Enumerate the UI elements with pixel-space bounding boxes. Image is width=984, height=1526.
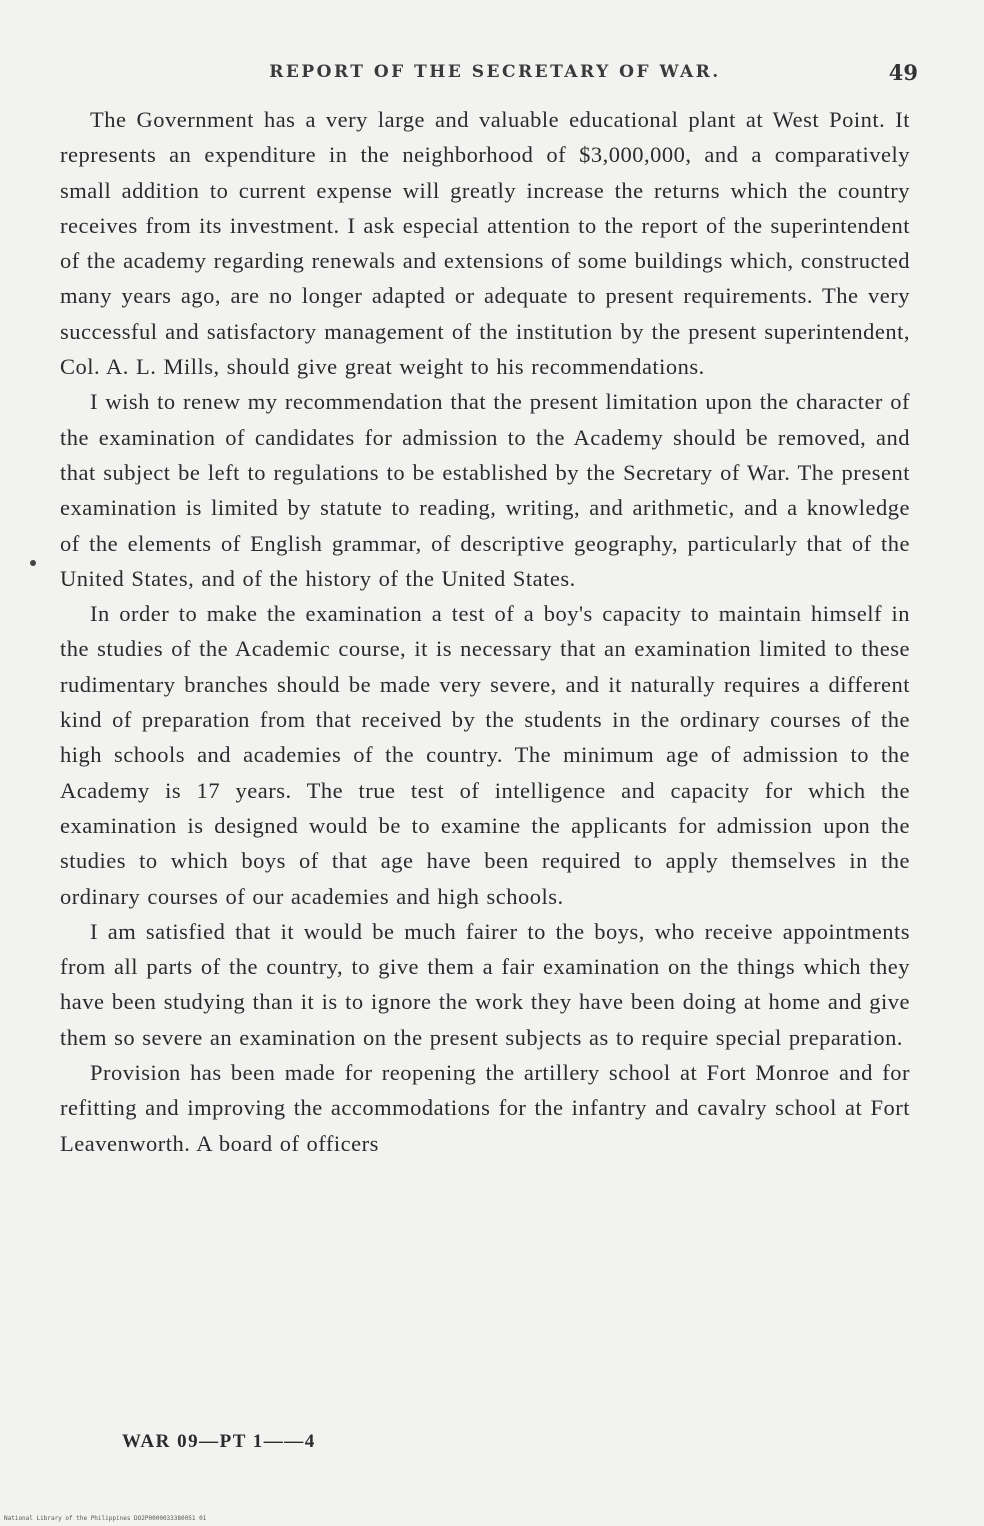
signature-line: WAR 09—PT 1——4: [122, 1431, 316, 1452]
running-head: [60, 62, 930, 90]
running-title: REPORT OF THE SECRETARY OF WAR.: [269, 62, 721, 82]
body-text: [60, 102, 910, 1161]
page-number: 49: [888, 60, 918, 85]
paragraph-1: The Government has a very large and valuable educational plant at West Point. It represents an expenditure in the neighborhood of $3,000,000, and a comparatively small addition to current expense will greatly increase the returns which the country receives from its investment. I ask especial attention to the report of the superintendent of the academy regarding renewals and extensions of some buildings which, constructed many years ago, are no longer adapted or adequate to present requirements. The very successful and satisfactory management of the institution by the present superintendent, Col. A. L. Mills, should give great weight to his recommendations.: [60, 107, 910, 380]
paragraph-4: I am satisfied that it would be much fairer to the boys, who receive appointments from all parts of the country, to give them a fair examination on the things which they have been studying than it is to ignore the work they have been doing at home and give them so severe an examination on the present subjects as to require special preparation.: [60, 918, 910, 1050]
paragraph-5: Provision has been made for reopening the artillery school at Fort Monroe and for refitting and improving the accommodations for the infantry and cavalry school at Fort Leavenworth. A board of officers: [60, 1060, 910, 1156]
paragraph-3: In order to make the examination a test of a boy's capacity to maintain himself in the studies of the Academic course, it is necessary that an examination limited to these rudimentary branches should be made very severe, and it naturally requires a different kind of preparation from that received by the students in the ordinary courses of the high schools and academies of the country. The minimum age of admission to the Academy is 17 years. The true test of intelligence and capacity for which the examination is designed would be to examine the applicants for admission upon the studies to which boys of that age have been required to apply themselves in the ordinary courses of our academies and high schools.: [60, 601, 910, 909]
ink-speck: [30, 560, 36, 566]
footer-credit: National Library of the Philippines DO2P0000033380051 01: [4, 1515, 207, 1522]
paragraph-2: I wish to renew my recommendation that the present limitation upon the character of the examination of candidates for admission to the Academy should be removed, and that subject be left to regulations to be established by the Secretary of War. The present examination is limited by statute to reading, writing, and arithmetic, and a knowledge of the elements of English grammar, of descriptive geography, particularly that of the United States, and of the history of the United States.: [60, 389, 910, 591]
